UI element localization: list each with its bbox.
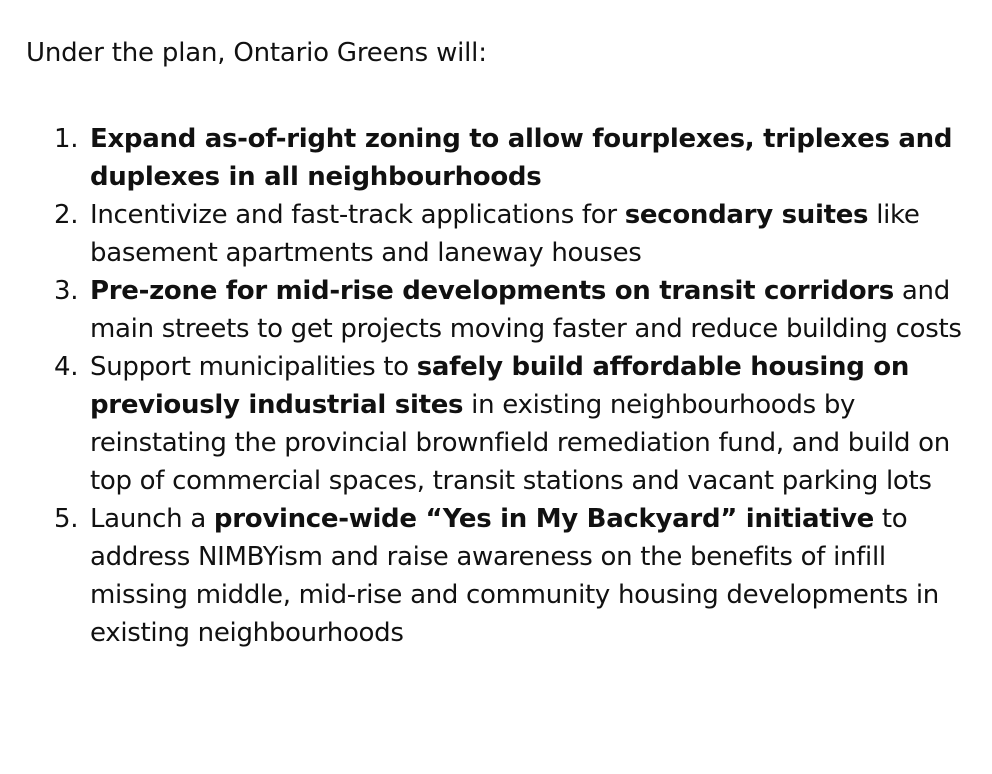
item-text: and main streets to get projects moving faster and reduce building costs: [90, 276, 962, 344]
list-item: [26, 272, 980, 348]
item-text-bold: Pre-zone for mid-rise developments on transit corridors: [90, 276, 894, 306]
item-text: Incentivize and fast-track applications for: [90, 200, 625, 230]
item-number: 4.: [54, 352, 79, 382]
item-text-bold: province-wide “Yes in My Backyard” initiative: [213, 504, 874, 534]
list-item: [26, 196, 980, 272]
item-number: 2.: [54, 200, 79, 230]
item-number: 1.: [54, 124, 79, 154]
list-item: [26, 120, 980, 196]
item-text: in existing neighbourhoods by reinstating the provincial brownfield remediation fund, and build on top of commercial spaces, transit stations and vacant parking lots: [90, 390, 950, 496]
item-number: 5.: [54, 504, 79, 534]
item-text: to address NIMBYism and raise awareness on the benefits of infill missing middle, mid-rise and community housing developments in existing neighbourhoods: [90, 504, 939, 648]
item-text-bold: Expand as-of-right zoning to allow fourplexes, triplexes and duplexes in all neighbourhoods: [90, 124, 953, 192]
item-text: Launch a: [90, 504, 214, 534]
plan-list: [26, 120, 992, 652]
item-text-bold: safely build affordable housing on previously industrial sites: [90, 352, 910, 420]
item-text: Support municipalities to: [90, 352, 417, 382]
list-item: [26, 500, 980, 652]
list-item: [26, 348, 980, 500]
intro-text: Under the plan, Ontario Greens will:: [26, 38, 487, 68]
item-text-bold: secondary suites: [624, 200, 869, 230]
item-text: like basement apartments and laneway houses: [90, 200, 920, 268]
item-number: 3.: [54, 276, 79, 306]
